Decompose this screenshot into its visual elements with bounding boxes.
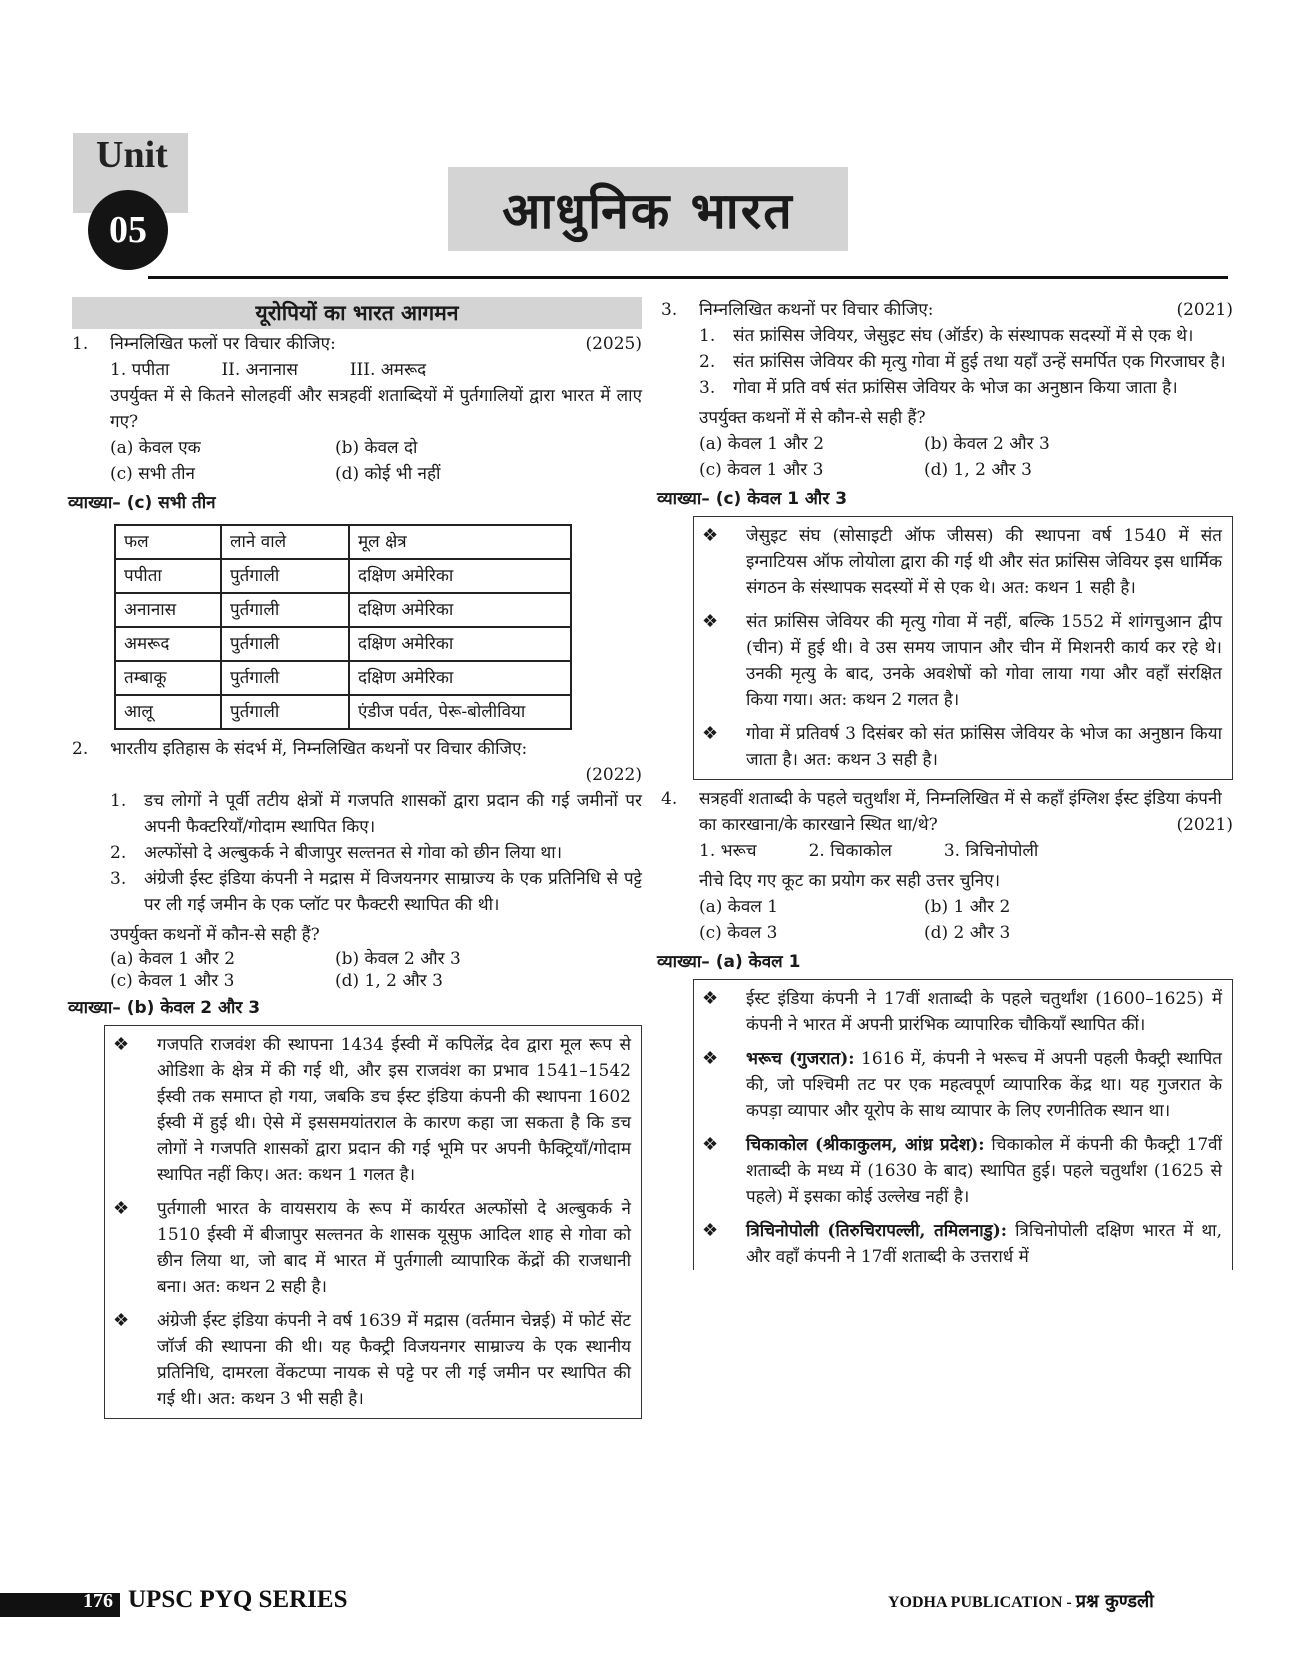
question-text: निम्नलिखित फलों पर विचार कीजिए:: [110, 334, 336, 354]
question-number: 1.: [72, 334, 89, 354]
section-title: यूरोपियों का भारत आगमन: [72, 297, 642, 329]
list-item: 3. त्रिचिनोपोली: [943, 841, 1039, 861]
question-year: (2025): [585, 334, 642, 354]
list-item: 1. भरूच: [699, 841, 757, 861]
option: (b) केवल दो: [335, 438, 418, 458]
table-header-cell: मूल क्षेत्र: [349, 525, 571, 559]
explanation-box: [693, 516, 1233, 780]
statement-number: 1.: [110, 791, 127, 811]
statement: [699, 349, 1233, 375]
table-cell: पुर्तगाली: [221, 559, 349, 593]
explanation-point: [113, 1032, 631, 1188]
explanation-text: त्रिचिनोपोली दक्षिण भारत में था, और वहाँ कंपनी ने 17वीं शताब्दी के उत्तरार्ध में: [746, 1221, 1222, 1267]
left-column: [68, 297, 642, 1423]
table-row: [115, 559, 571, 593]
list-item: 2. चिकाकोल: [808, 841, 892, 861]
table-cell: दक्षिण अमेरिका: [349, 559, 571, 593]
statement: [699, 323, 1233, 349]
question-text: निम्नलिखित कथनों पर विचार कीजिए:: [699, 300, 934, 320]
answer-options: [699, 431, 1233, 483]
diamond-bullet-icon: ❖: [702, 525, 719, 546]
list-item: III. अमरूद: [349, 360, 427, 380]
question-year: (2022): [585, 765, 642, 785]
option: (d) 1, 2 और 3: [924, 460, 1032, 480]
explanation-text: पुर्तगाली भारत के वायसराय के रूप में कार्यरत अल्फोंसो दे अल्बुकर्क ने 1510 ईस्वी में बीजापुर सल्तनत के शासक यूसुफ आदिल शाह से गोवा को छीन लिया था, जो बाद में भारत में पुर्तगाली व्यापारिक केंद्रों की राजधानी बना। अत: कथन 2 सही है।: [157, 1199, 631, 1297]
series-name: UPSC PYQ SERIES: [128, 1586, 348, 1613]
option: (c) सभी तीन: [110, 464, 195, 484]
explanation-text: 1616 में, कंपनी ने भरूच में अपनी पहली फैक्ट्री स्थापित की, जो पश्चिमी तट पर एक महत्वपूर्ण व्यापारिक केंद्र था। यह गुजरात के कपड़ा व्यापार और यूरोप के साथ व्यापार के लिए रणनीतिक स्थान था।: [746, 1049, 1223, 1121]
question-number: 3.: [661, 300, 678, 320]
explanation-point: [702, 1046, 1222, 1124]
table-header-cell: लाने वाले: [221, 525, 349, 559]
statement-text: संत फ्रांसिस जेवियर, जेसुइट संघ (ऑर्डर) के संस्थापक सदस्यों में से एक थे।: [733, 326, 1194, 346]
table-row: [115, 525, 571, 559]
question-4: [661, 786, 1233, 838]
statement: [110, 840, 642, 866]
table-cell: पुर्तगाली: [221, 627, 349, 661]
explanation-text: गजपति राजवंश की स्थापना 1434 ईस्वी में कपिलेंद्र देव द्वारा मूल रूप से ओडिशा के क्षेत्र में की गई थी, और इस राजवंश का प्रभाव 1541–1542 ईस्वी तक समाप्त हो गया, जबकि डच ईस्ट इंडिया कंपनी की स्थापना 1602 ईस्वी में हुई थी। ऐसे में इससमयांतराल के कारण कहा जा सकता है कि डच लोगों ने गजपति शासकों द्वारा प्रदान की गई भूमि पर अपनी फैक्ट्रियाँ/गोदाम स्थापित नहीं किए। अत: कथन 1 गलत है।: [157, 1035, 631, 1185]
explanation-box: [693, 979, 1233, 1270]
statement: [699, 375, 1233, 401]
question-number: 2.: [72, 739, 89, 759]
diamond-bullet-icon: ❖: [113, 1034, 130, 1055]
explanation-text: अंग्रेजी ईस्ट इंडिया कंपनी ने वर्ष 1639 में मद्रास (वर्तमान चेन्नई) में फोर्ट सेंट जॉर्ज की स्थापना की थी। यह फैक्ट्री विजयनगर साम्राज्य के एक स्थानीय प्रतिनिधि, दामरला वेंकटप्पा नायक से पट्टे पर ली गई जमीन पर स्थापित की गई थी। अत: कथन 3 भी सही है।: [157, 1311, 631, 1409]
explanation-point: [113, 1308, 631, 1412]
explanation-heading: व्याख्या– (c) केवल 1 और 3: [657, 489, 848, 509]
explanation-text: संत फ्रांसिस जेवियर की मृत्यु गोवा में नहीं, बल्कि 1552 में शांगचुआन द्वीप (चीन) में हुई थी। वे उस समय जापान और चीन में मिशनरी कार्य कर रहे थे। उनकी मृत्यु के बाद, उनके अवशेषों को गोवा लाया गया और वहाँ संरक्षित किया गया। अत: कथन 2 गलत है।: [746, 612, 1222, 710]
explanation-heading: व्याख्या– (c) सभी तीन: [68, 493, 216, 513]
question-prompt: नीचे दिए गए कूट का प्रयोग कर सही उत्तर चुनिए।: [699, 871, 1001, 891]
right-column: [657, 297, 1233, 1274]
unit-label: Unit: [96, 134, 168, 176]
table-cell: पपीता: [115, 559, 221, 593]
statement-number: 3.: [699, 378, 716, 398]
option: (d) 1, 2 और 3: [335, 971, 443, 991]
explanation-text: जेसुइट संघ (सोसाइटी ऑफ जीसस) की स्थापना वर्ष 1540 में संत इग्नाटियस ऑफ लोयोला द्वारा की गई थी और संत फ्रांसिस जेवियर इस धार्मिक संगठन के संस्थापक सदस्यों में से एक थे। अत: कथन 1 सही है।: [746, 526, 1222, 598]
option: (a) केवल एक: [110, 438, 201, 458]
explanation-point: [702, 721, 1222, 773]
list-item: 1. पपीता: [110, 360, 170, 380]
explanation-box: [104, 1025, 642, 1419]
explanation-keyword: त्रिचिनोपोली (तिरुचिरापल्ली, तमिलनाडु):: [746, 1221, 1008, 1241]
question-text: सत्रहवीं शताब्दी के पहले चतुर्थांश में, निम्नलिखित में से कहाँ इंग्लिश ईस्ट इंडिया कंपनी का कारखाना/के कारखाने स्थित था/थे?: [699, 789, 1222, 835]
option: (a) केवल 1 और 2: [699, 434, 825, 454]
header-divider: [148, 276, 1228, 279]
diamond-bullet-icon: ❖: [702, 988, 719, 1009]
table-cell: तम्बाकू: [115, 661, 221, 695]
diamond-bullet-icon: ❖: [113, 1310, 130, 1331]
answer-options: [110, 948, 642, 992]
option: (c) केवल 3: [699, 923, 778, 943]
table-cell: अनानास: [115, 593, 221, 627]
question-year: (2021): [1176, 300, 1233, 320]
option: (b) केवल 2 और 3: [335, 949, 461, 969]
statement-text: डच लोगों ने पूर्वी तटीय क्षेत्रों में गजपति शासकों द्वारा प्रदान की गई जमीनों पर अपनी फैक्टरियाँ/गोदाम स्थापित किए।: [144, 791, 642, 837]
table-cell: एंडीज पर्वत, पेरू-बोलीविया: [349, 695, 571, 729]
option: (a) केवल 1: [699, 897, 779, 917]
explanation-heading: व्याख्या– (b) केवल 2 और 3: [68, 998, 261, 1018]
explanation-point: [702, 609, 1222, 713]
option: (c) केवल 1 और 3: [110, 971, 235, 991]
statement-number: 3.: [110, 869, 127, 889]
option: (c) केवल 1 और 3: [699, 460, 824, 480]
table-cell: दक्षिण अमेरिका: [349, 627, 571, 661]
question-year: (2021): [1176, 815, 1233, 835]
explanation-text: चिकाकोल में कंपनी की फैक्ट्री 17वीं शताब्दी के मध्य में (1630 के बाद) स्थापित हुई। पहले चतुर्थांश (1625 से पहले) में इसका कोई उल्लेख नहीं है।: [746, 1135, 1222, 1207]
question-number: 4.: [661, 789, 678, 809]
fruit-list: [110, 357, 642, 383]
diamond-bullet-icon: ❖: [113, 1198, 130, 1219]
option: (a) केवल 1 और 2: [110, 949, 236, 969]
statement: [110, 788, 642, 840]
answer-options: [110, 435, 642, 487]
explanation-point: [702, 523, 1222, 601]
table-cell: पुर्तगाली: [221, 593, 349, 627]
statement-text: गोवा में प्रति वर्ष संत फ्रांसिस जेवियर के भोज का अनुष्ठान किया जाता है।: [733, 378, 1178, 398]
statement-number: 1.: [699, 326, 716, 346]
place-list: [699, 838, 1233, 864]
table-header-cell: फल: [115, 525, 221, 559]
diamond-bullet-icon: ❖: [702, 1134, 719, 1155]
explanation-text: ईस्ट इंडिया कंपनी ने 17वीं शताब्दी के पहले चतुर्थांश (1600–1625) में कंपनी ने भारत में अपनी प्रारंभिक व्यापारिक चौकियाँ स्थापित कीं।: [746, 989, 1222, 1035]
option: (b) केवल 2 और 3: [924, 434, 1050, 454]
table-cell: दक्षिण अमेरिका: [349, 593, 571, 627]
statement-number: 2.: [110, 843, 127, 863]
diamond-bullet-icon: ❖: [702, 723, 719, 744]
answer-options: [699, 894, 1233, 946]
fruit-origin-table: [114, 524, 572, 730]
table-cell: दक्षिण अमेरिका: [349, 661, 571, 695]
option: (b) 1 और 2: [924, 897, 1011, 917]
table-cell: पुर्तगाली: [221, 695, 349, 729]
unit-number-badge: 05: [88, 190, 168, 270]
statement-text: संत फ्रांसिस जेवियर की मृत्यु गोवा में हुई तथा यहाँ उन्हें समर्पित एक गिरजाघर है।: [733, 352, 1226, 372]
table-row: [115, 695, 571, 729]
explanation-keyword: चिकाकोल (श्रीकाकुलम, आंध्र प्रदेश):: [746, 1135, 985, 1155]
table-cell: पुर्तगाली: [221, 661, 349, 695]
question-2: [72, 736, 642, 788]
statement: [110, 866, 642, 918]
option: (d) कोई भी नहीं: [335, 464, 441, 484]
chapter-title: आधुनिक भारत: [502, 182, 794, 240]
table-row: [115, 627, 571, 661]
publisher-line: [888, 1589, 1154, 1613]
explanation-point: [702, 1218, 1222, 1270]
explanation-point: [702, 1132, 1222, 1210]
explanation-point: [113, 1196, 631, 1300]
question-prompt: उपर्युक्त में से कितने सोलहवीं और सत्रहवीं शताब्दियों में पुर्तगालियों द्वारा भारत में लाए गए?: [110, 386, 642, 432]
question-text: भारतीय इतिहास के संदर्भ में, निम्नलिखित कथनों पर विचार कीजिए:: [110, 739, 528, 759]
option: (d) 2 और 3: [924, 923, 1011, 943]
statement-number: 2.: [699, 352, 716, 372]
question-3: [661, 297, 1233, 323]
explanation-text: गोवा में प्रतिवर्ष 3 दिसंबर को संत फ्रांसिस जेवियर के भोज का अनुष्ठान किया जाता है। अत: कथन 3 सही है।: [746, 724, 1222, 770]
statement-text: अंग्रेजी ईस्ट इंडिया कंपनी ने मद्रास में विजयनगर साम्राज्य के एक प्रतिनिधि से पट्टे पर ली गई जमीन के एक प्लॉट पर फैक्टरी स्थापित की थी।: [144, 869, 642, 915]
table-cell: आलू: [115, 695, 221, 729]
publisher-name: YODHA PUBLICATION -: [888, 1594, 1076, 1611]
explanation-keyword: भरूच (गुजरात):: [746, 1049, 855, 1069]
list-item: II. अनानास: [221, 360, 298, 380]
explanation-point: [702, 986, 1222, 1038]
question-1: [72, 331, 642, 357]
page-number: 176: [83, 1590, 113, 1612]
diamond-bullet-icon: ❖: [702, 1220, 719, 1241]
table-row: [115, 661, 571, 695]
question-prompt: उपर्युक्त कथनों में कौन-से सही हैं?: [110, 925, 320, 945]
diamond-bullet-icon: ❖: [702, 611, 719, 632]
table-cell: अमरूद: [115, 627, 221, 661]
statement-text: अल्फोंसो दे अल्बुकर्क ने बीजापुर सल्तनत से गोवा को छीन लिया था।: [144, 843, 563, 863]
question-prompt: उपर्युक्त कथनों में से कौन-से सही हैं?: [699, 408, 926, 428]
table-row: [115, 593, 571, 627]
book-name: प्रश्न कुण्डली: [1075, 1591, 1154, 1612]
diamond-bullet-icon: ❖: [702, 1048, 719, 1069]
explanation-heading: व्याख्या– (a) केवल 1: [657, 952, 801, 972]
